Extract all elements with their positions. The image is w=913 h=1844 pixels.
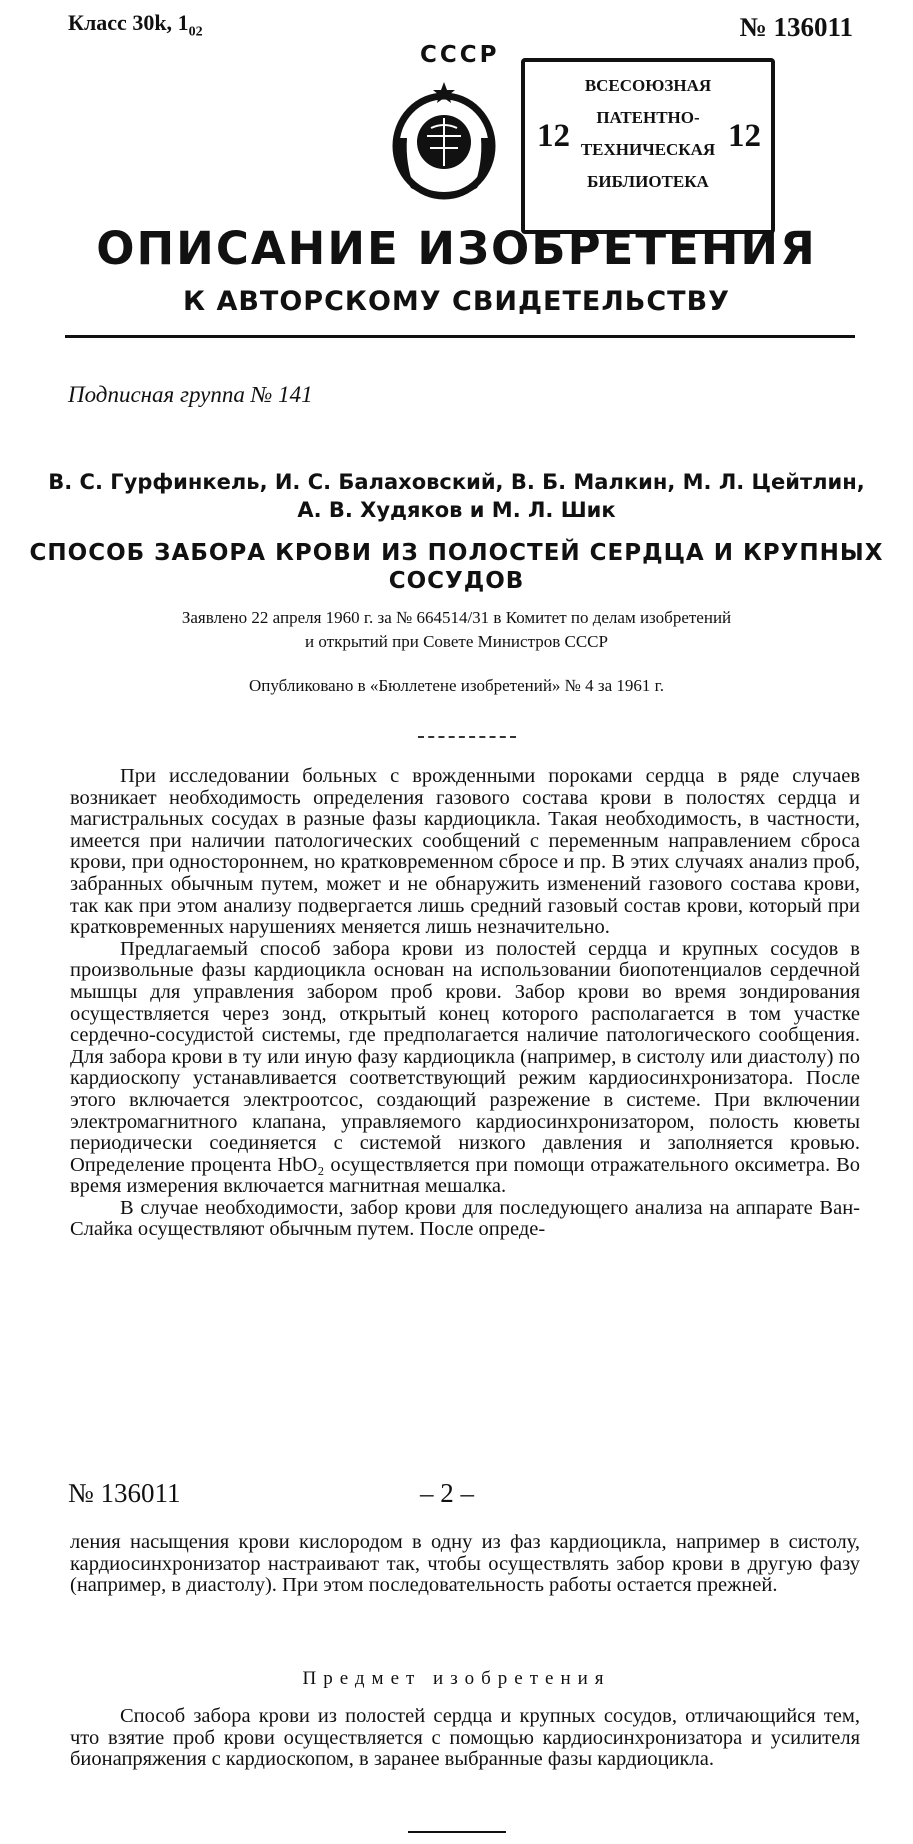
paragraph-4: ления насыщения крови кислородом в одну из фаз кардиоцикла, например в систолу, кардиосинхронизатор настраивают так, чтобы осуществлять забор крови в другую фазу (например, в диастолу). При этом последовательность работы остается прежней. [70, 1531, 860, 1597]
claims-heading: Предмет изобретения [302, 1668, 611, 1689]
subscription-group: Подписная группа № 141 [68, 382, 313, 407]
page-number: – 2 – [420, 1478, 474, 1508]
stamp-line-4: БИБЛИОТЕКА [587, 172, 709, 191]
publication-info: Опубликовано в «Бюллетене изобретений» № 4 за 1961 г. [249, 676, 664, 695]
library-stamp [521, 58, 775, 234]
patent-number: № 136011 [739, 12, 853, 42]
country-label: СССР [420, 42, 500, 68]
authors-line-1: В. С. Гурфинкель, И. С. Балаховский, В. Б. Малкин, М. Л. Цейтлин, [48, 470, 865, 494]
header-divider [65, 335, 855, 338]
stamp-number-left: 12 [537, 118, 570, 154]
class-subscript: 02 [188, 24, 203, 40]
description-body [70, 766, 860, 1241]
filing-line-2: и открытий при Совете Министров СССР [305, 632, 608, 651]
invention-title-line-2: СОСУДОВ [388, 568, 525, 594]
stamp-line-2: ПАТЕНТНО- [596, 108, 700, 127]
invention-title-line-1: СПОСОБ ЗАБОРА КРОВИ ИЗ ПОЛОСТЕЙ СЕРДЦА И КРУПНЫХ [29, 540, 884, 566]
stamp-number-right: 12 [728, 118, 761, 154]
class-label [68, 10, 203, 40]
claims-body [70, 1706, 860, 1771]
paragraph-1: При исследовании больных с врожденными пороками сердца в ряде случаев возникает необходимость определения газового состава крови в полостях сердца и магистральных сосудах в разные фазы кардиоцикла. Такая необходимость, в частности, имеется при наличии патологических сообщений с переменным направлением сброса крови, при одностороннем, но кратковременном сбросе и пр. В этих случаях анализ проб, забранных обычным путем, может и не обнаружить изменений газового состава крови, так как при этом анализу подвергается лишь средний газовый состав крови, который при кратковременных нарушениях меняется лишь незначительно. [70, 765, 860, 939]
document-title: ОПИСАНИЕ ИЗОБРЕТЕНИЯ [96, 222, 817, 275]
document-subtitle: К АВТОРСКОМУ СВИДЕТЕЛЬСТВУ [182, 286, 730, 317]
class-subtext: 1 [177, 10, 189, 35]
section-divider [418, 736, 516, 738]
footer-divider [408, 1831, 506, 1833]
page-2-patent-number: № 136011 [68, 1478, 181, 1508]
paragraph-3: В случае необходимости, забор крови для последующего анализа на аппарате Ван-Слайка осуществляют обычным путем. После опреде- [70, 1196, 860, 1241]
stamp-line-1: ВСЕСОЮЗНАЯ [584, 76, 712, 95]
paragraph-2: Предлагаемый способ забора крови из полостей сердца и крупных сосудов в произвольные фазы кардиоцикла основан на использовании биопотенциалов сердечной мышцы для управления забором проб крови. Забор крови во время зондирования осуществляется через зонд, открытый конец которого располагается в том участке сердечно-сосудистой системы, где предполагается наличие патологического сообщения. Для забора крови в ту или иную фазу кардиоцикла (например, в систолу или диастолу) по кардиоскопу устанавливается соответствующий режим кардиосинхронизатора. После этого включается электроотсос, создающий разрежение в системе. При включении электромагнитного клапана, управляемого кардиосинхронизатором, полость кюветы периодически соединяется с системой низкого давления и заполняется кровью. Определение процента HbO₂ осуществляется при помощи отражательного оксиметра. Во время измерения включается магнитная мешалка. [70, 937, 860, 1198]
state-emblem-icon [385, 78, 503, 206]
description-continued [70, 1532, 860, 1597]
authors-line-2: А. В. Худяков и М. Л. Шик [297, 498, 616, 522]
claims-paragraph: Способ забора крови из полостей сердца и крупных сосудов, отличающийся тем, что взятие проб крови осуществляется с помощью кардиосинхронизатора и усилителя бионапряжения с кардиоскопом, в заранее выбранные фазы кардиоцикла. [70, 1705, 860, 1771]
stamp-line-3: ТЕХНИЧЕСКАЯ [580, 140, 716, 159]
filing-line-1: Заявлено 22 апреля 1960 г. за № 664514/31 в Комитет по делам изобретений [181, 608, 732, 627]
class-text: Класс 30k, [68, 10, 173, 35]
